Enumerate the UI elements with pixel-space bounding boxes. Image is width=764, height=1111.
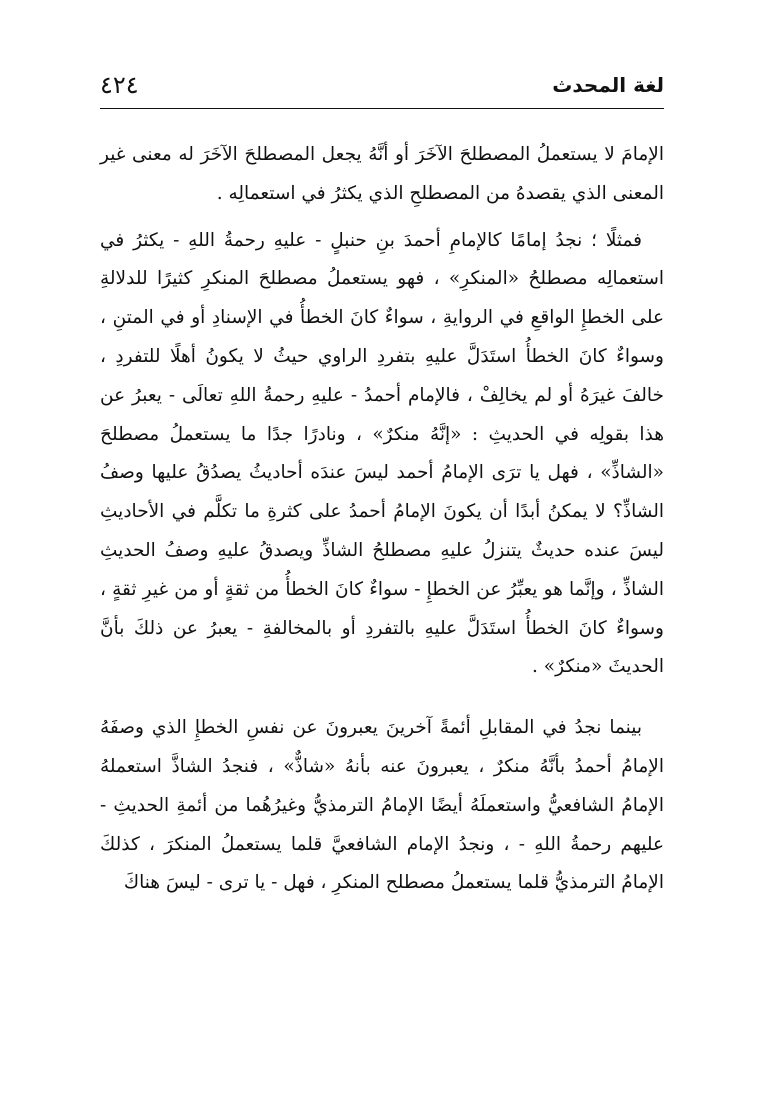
body-text bbox=[100, 136, 664, 903]
paragraph-2: فمثلًا ؛ نجدُ إمامًا كالإمامِ أحمدَ بنِ حنبلٍ - عليهِ رحمةُ اللهِ - يكثرُ في استعمالِه مصطلحُ «المنكرِ» ، فهو يستعملُ مصطلحَ المنكرِ كثيرًا للدلالةِ على الخطإِ الواقعِ في الروايةِ ، سواءٌ كانَ الخطأُ في الإسنادِ أو في المتنِ ، وسواءٌ كانَ الخطأُ استَدَلَّ عليهِ بتفردِ الراوي حيثُ لا يكونُ أهلًا للتفردِ ، خالفَ غيرَهُ أو لم يخالِفْ ، فالإمام أحمدُ - عليهِ رحمةُ اللهِ تعالَى - يعبرُ عن هذا بقولِه في الحديثِ : «إنَّهُ منكرٌ» ، ونادرًا جدًا ما يستعملُ مصطلحَ «الشاذِّ» ، فهل يا ترَى الإمامُ أحمد ليسَ عندَه أحاديثُ يصدُقُ عليها وصفُ الشاذِّ؟ لا يمكنُ أبدًا أن يكونَ الإمامُ أحمدُ على كثرةِ ما تكلَّم في الأحاديثِ ليسَ عنده حديثٌ يتنزلُ عليهِ مصطلحُ الشاذِّ ويصدقُ عليهِ وصفُ الحديثِ الشاذِّ ، وإنَّما هو يعبِّرُ عن الخطإِ - سواءٌ كانَ الخطأُ من ثقةٍ أو من غيرِ ثقةٍ ، وسواءٌ كانَ الخطأُ استَدَلَّ عليهِ بالتفردِ أو بالمخالفةِ - يعبرُ عن ذلكَ بأنَّ الحديثَ «منكرٌ» . bbox=[100, 229, 664, 678]
running-header bbox=[100, 68, 664, 102]
header-divider bbox=[100, 108, 664, 109]
paragraph-1: الإمامَ لا يستعملُ المصطلحَ الآخَرَ أو أنَّهُ يجعل المصطلحَ الآخَرَ له معنى غير المعنى الذي يقصدهُ من المصطلحِ الذي يكثرُ في استعمالِه . bbox=[100, 144, 664, 204]
book-title: لغة المحدث bbox=[552, 73, 664, 97]
page-number: ٤٢٤ bbox=[100, 71, 139, 99]
paragraph-3: بينما نجدُ في المقابلِ أئمةً آخرينَ يعبرونَ عن نفسِ الخطإِ الذي وصفَهُ الإمامُ أحمدُ بأنَّهُ منكرٌ ، يعبرونَ عنه بأنهُ «شاذٌّ» ، فنجدُ الشاذَّ استعملهُ الإمامُ الشافعيُّ واستعملَهُ أيضًا الإمامُ الترمذيُّ وغيرُهُما من أئمةِ الحديثِ - عليهم رحمةُ اللهِ - ، ونجدُ الإمام الشافعيَّ قلما يستعملُ المنكرَ ، كذلكَ الإمامُ الترمذيُّ قلما يستعملُ مصطلح المنكرِ ، فهل - يا ترى - ليسَ هناكَ bbox=[100, 717, 664, 894]
